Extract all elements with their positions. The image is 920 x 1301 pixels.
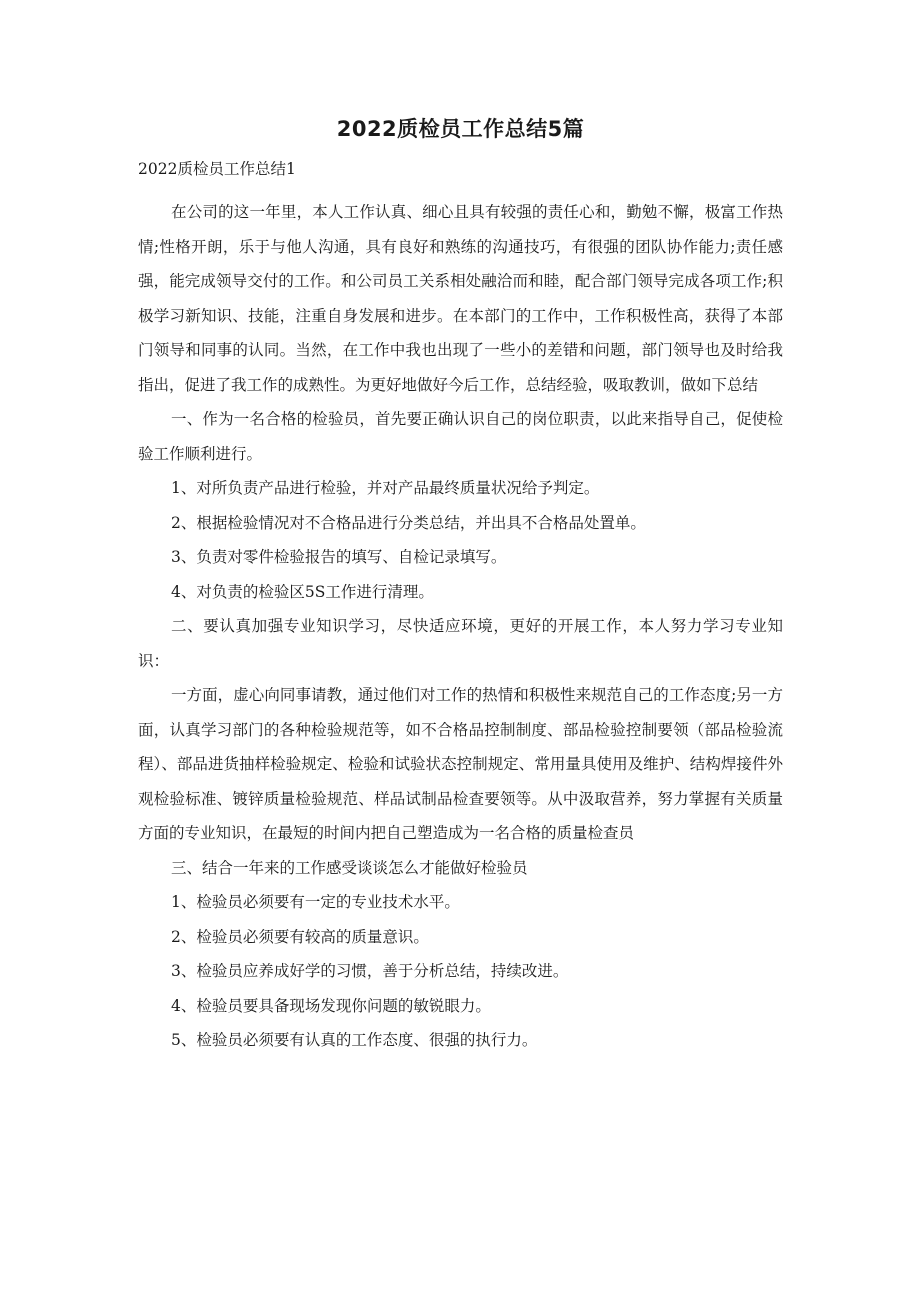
list-item: 3、负责对零件检验报告的填写、自检记录填写。 bbox=[171, 548, 507, 566]
paragraph-study: 一方面，虚心向同事请教，通过他们对工作的热情和积极性来规范自己的工作态度;另一方面，认真学习部门的各种检验规范等，如不合格品控制制度、部品检验控制要领（部品检验流程）、部品进货抽样检验规定、检验和试验状态控制规定、常用量具使用及维护、结构焊接件外观检验标准、镀锌质量检验规范、样品试制品检查要领等。从中汲取营养，努力掌握有关质量方面的专业知识，在最短的时间内把自己塑造成为一名合格的质量检查员 bbox=[138, 686, 783, 842]
paragraph-intro: 在公司的这一年里，本人工作认真、细心且具有较强的责任心和，勤勉不懈，极富工作热情;性格开朗，乐于与他人沟通，具有良好和熟练的沟通技巧，有很强的团队协作能力;责任感强，能完成领导交付的工作。和公司员工关系相处融洽而和睦，配合部门领导完成各项工作;积极学习新知识、技能，注重自身发展和进步。在本部门的工作中，工作积极性高，获得了本部门领导和同事的认同。当然，在工作中我也出现了一些小的差错和问题，部门领导也及时给我指出，促进了我工作的成熟性。为更好地做好今后工作，总结经验，吸取教训，做如下总结 bbox=[138, 203, 783, 394]
list-item: 1、对所负责产品进行检验，并对产品最终质量状况给予判定。 bbox=[171, 479, 600, 497]
document-page bbox=[138, 112, 783, 1058]
paragraph-section-three: 三、结合一年来的工作感受谈谈怎么才能做好检验员 bbox=[171, 858, 528, 877]
list-item: 3、检验员应养成好学的习惯，善于分析总结，持续改进。 bbox=[171, 962, 569, 980]
list-item: 4、对负责的检验区5S工作进行清理。 bbox=[171, 582, 434, 601]
list-item: 2、根据检验情况对不合格品进行分类总结，并出具不合格品处置单。 bbox=[171, 513, 646, 532]
list-item: 2、检验员必须要有较高的质量意识。 bbox=[171, 927, 429, 946]
paragraph-section-one: 一、作为一名合格的检验员，首先要正确认识自己的岗位职责，以此来指导自己，促使检验工作顺利进行。 bbox=[138, 410, 783, 463]
list-item: 4、检验员要具备现场发现你问题的敏锐眼力。 bbox=[171, 996, 491, 1015]
paragraph-section-two: 二、要认真加强专业知识学习，尽快适应环境，更好的开展工作，本人努力学习专业知识： bbox=[138, 617, 783, 670]
section-heading: 2022质检员工作总结1 bbox=[138, 160, 296, 178]
list-item: 1、检验员必须要有一定的专业技术水平。 bbox=[171, 893, 460, 911]
document-title: 2022质检员工作总结5篇 bbox=[336, 117, 585, 141]
list-item: 5、检验员必须要有认真的工作态度、很强的执行力。 bbox=[171, 1031, 538, 1049]
